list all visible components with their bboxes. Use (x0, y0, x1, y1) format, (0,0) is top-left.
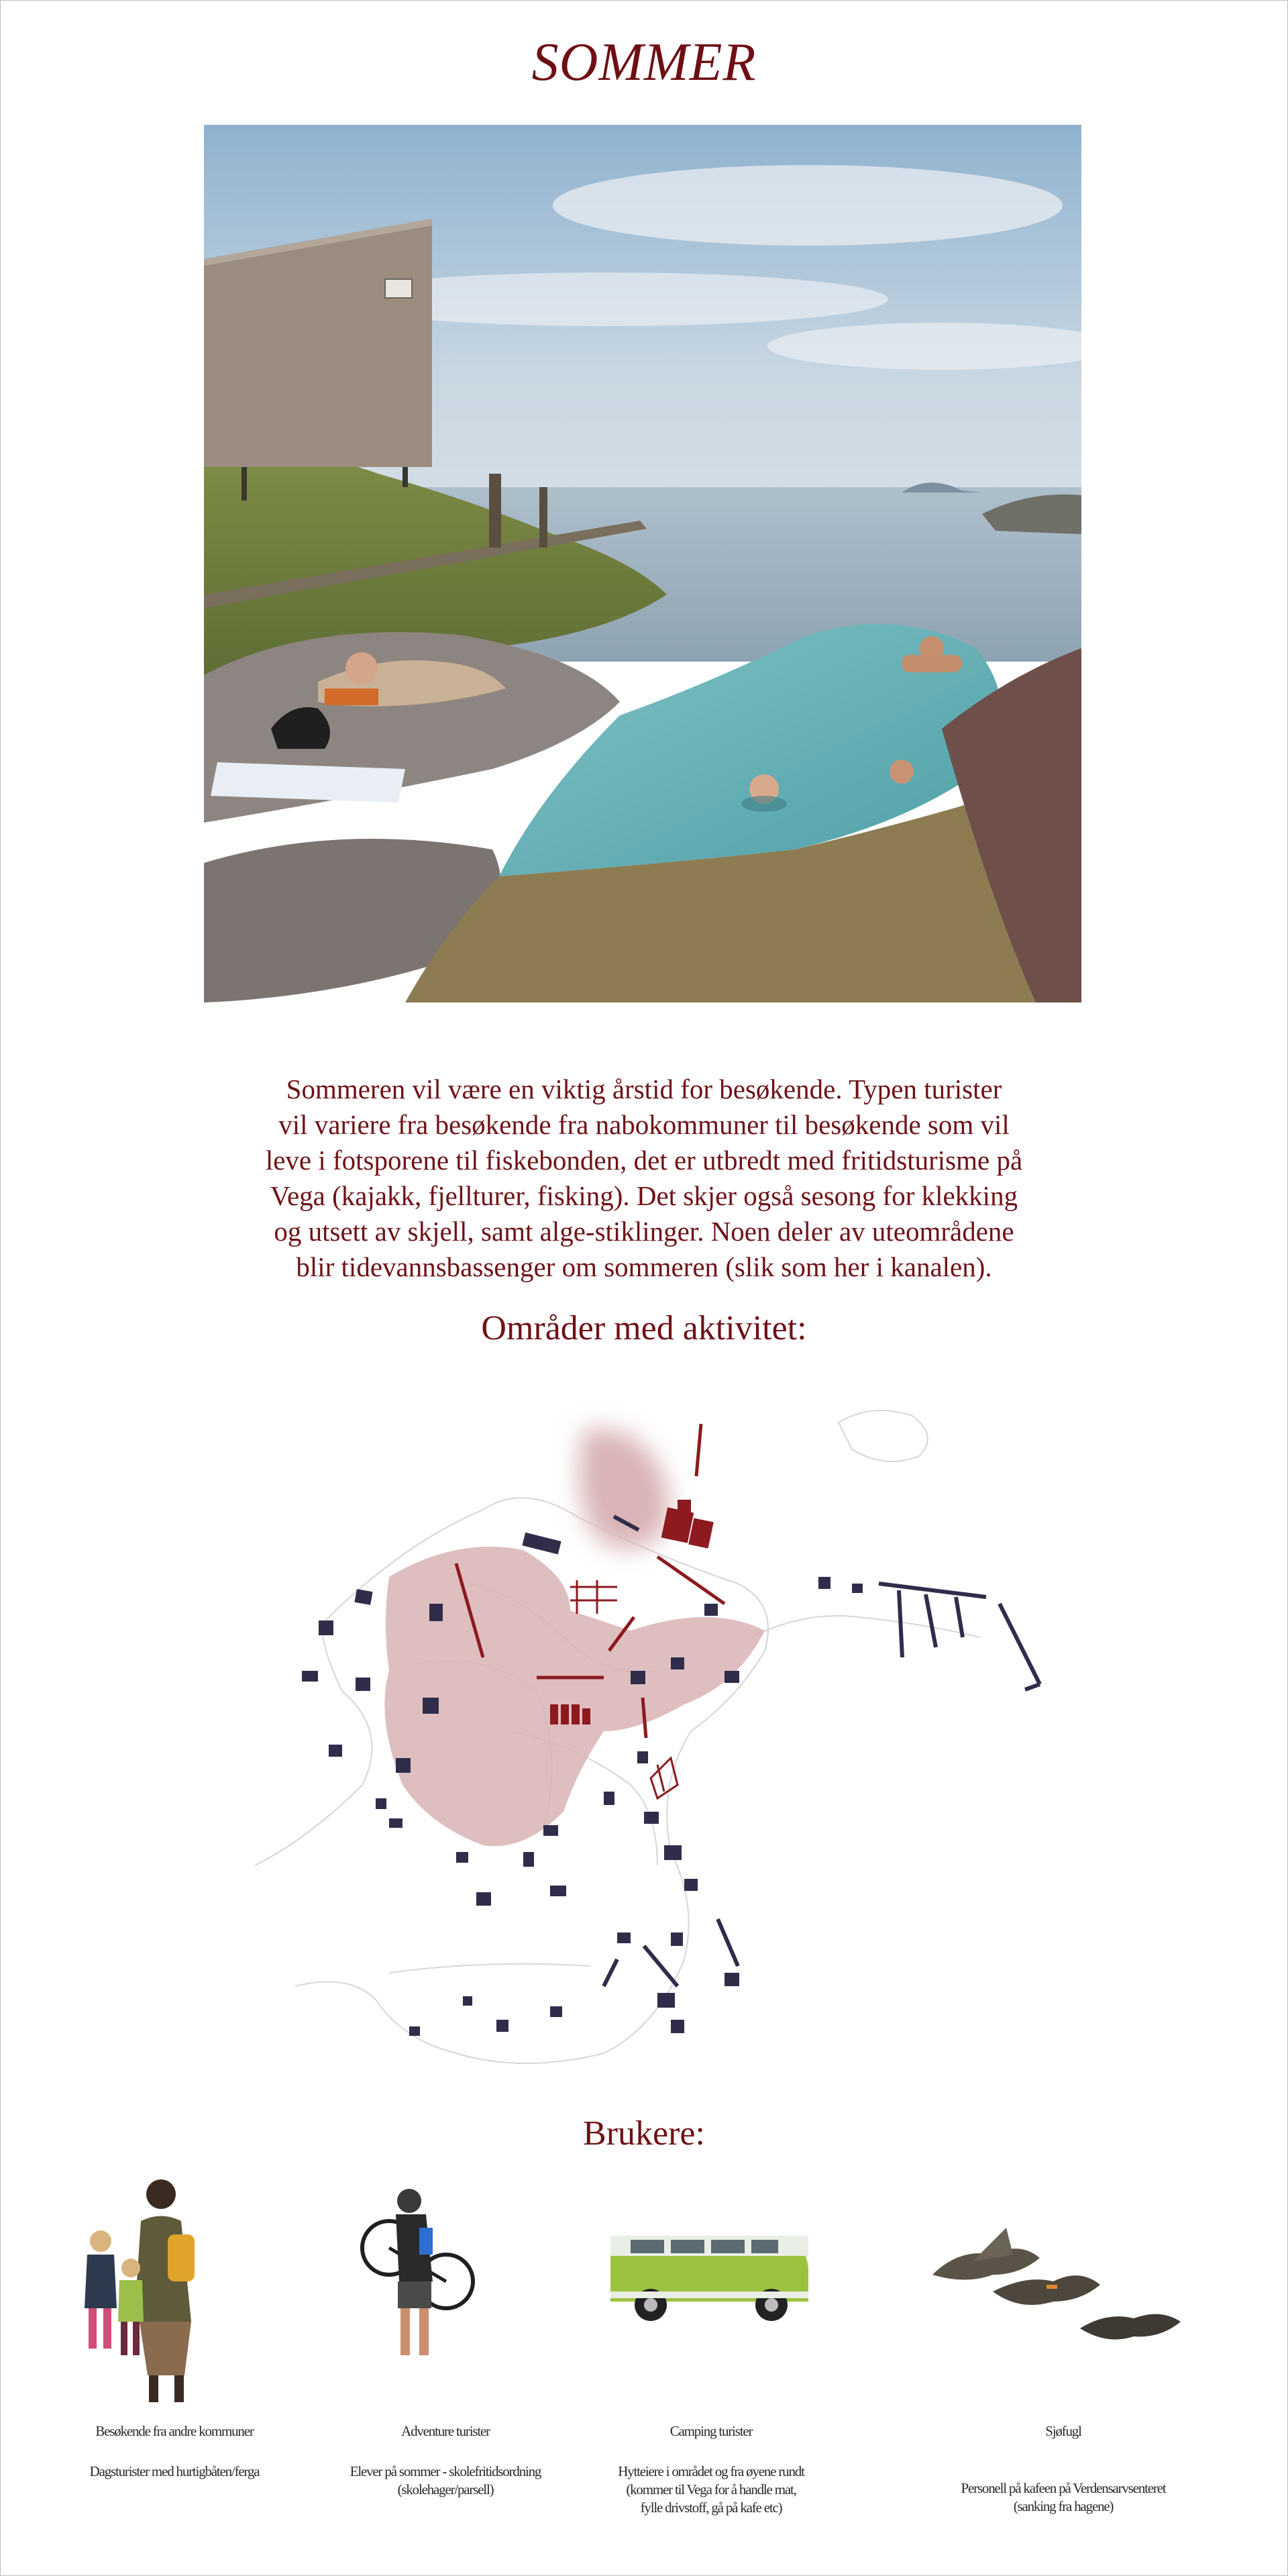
description-line: og utsett av skjell, samt alge-stiklinger. Noen deler av uteområdene (274, 1216, 1014, 1247)
user-detail-line: (sanking fra hagene) (1013, 2498, 1114, 2514)
description-line: blir tidevannsbassenger om sommeren (slik som her i kanalen). (296, 1251, 992, 1282)
user-detail (909, 2479, 1218, 2516)
user-label: Camping turister (669, 2423, 753, 2439)
family-walking-icon (67, 2174, 349, 2422)
user-detail-line: Personell på kafeen på Verdensarvsenteret (961, 2480, 1166, 2496)
user-detail-line: fylle drivstoff, gå på kafe etc) (640, 2500, 782, 2516)
camper-van-icon (604, 2174, 885, 2422)
activity-site-map (255, 1382, 1060, 2073)
description-line: vil variere fra besøkende fra nabokommuner til besøkende som vil (278, 1109, 1010, 1140)
description-line: Vega (kajakk, fjellturer, fisking). Det skjer også sesong for klekking (270, 1180, 1018, 1211)
description-line: Sommeren vil være en viktig årstid for besøkende. Typen turister (286, 1074, 1002, 1104)
user-detail-line: Hytteiere i området og fra øyene rundt (618, 2463, 804, 2479)
cyclist-icon (359, 2174, 641, 2422)
user-detail-line: (skolehager/parsell) (397, 2481, 494, 2497)
user-label: Sjøfugl (1045, 2423, 1081, 2439)
seabirds-icon (919, 2174, 1201, 2422)
user-label: Adventure turister (401, 2423, 490, 2439)
user-detail (291, 2463, 600, 2499)
user-detail-line: Elever på sommer - skolefritidsordning (350, 2463, 541, 2479)
user-detail-line: (kommer til Vega for å handle mat, (626, 2481, 796, 2497)
description-line: leve i fotsporene til fiskebonden, det er utbredt med fritidsturisme på (265, 1145, 1023, 1176)
page-title: SOMMER (531, 33, 757, 92)
description (201, 1072, 1087, 1285)
users-heading: Brukere: (583, 2114, 705, 2153)
user-detail (20, 2463, 329, 2481)
summer-scene-image (204, 125, 1081, 1002)
user-detail-line: Dagsturister med hurtigbåten/ferga (89, 2463, 260, 2479)
user-detail (557, 2463, 865, 2517)
activity-heading: Områder med aktivitet: (481, 1309, 807, 1347)
user-label: Besøkende fra andre kommuner (95, 2423, 254, 2439)
